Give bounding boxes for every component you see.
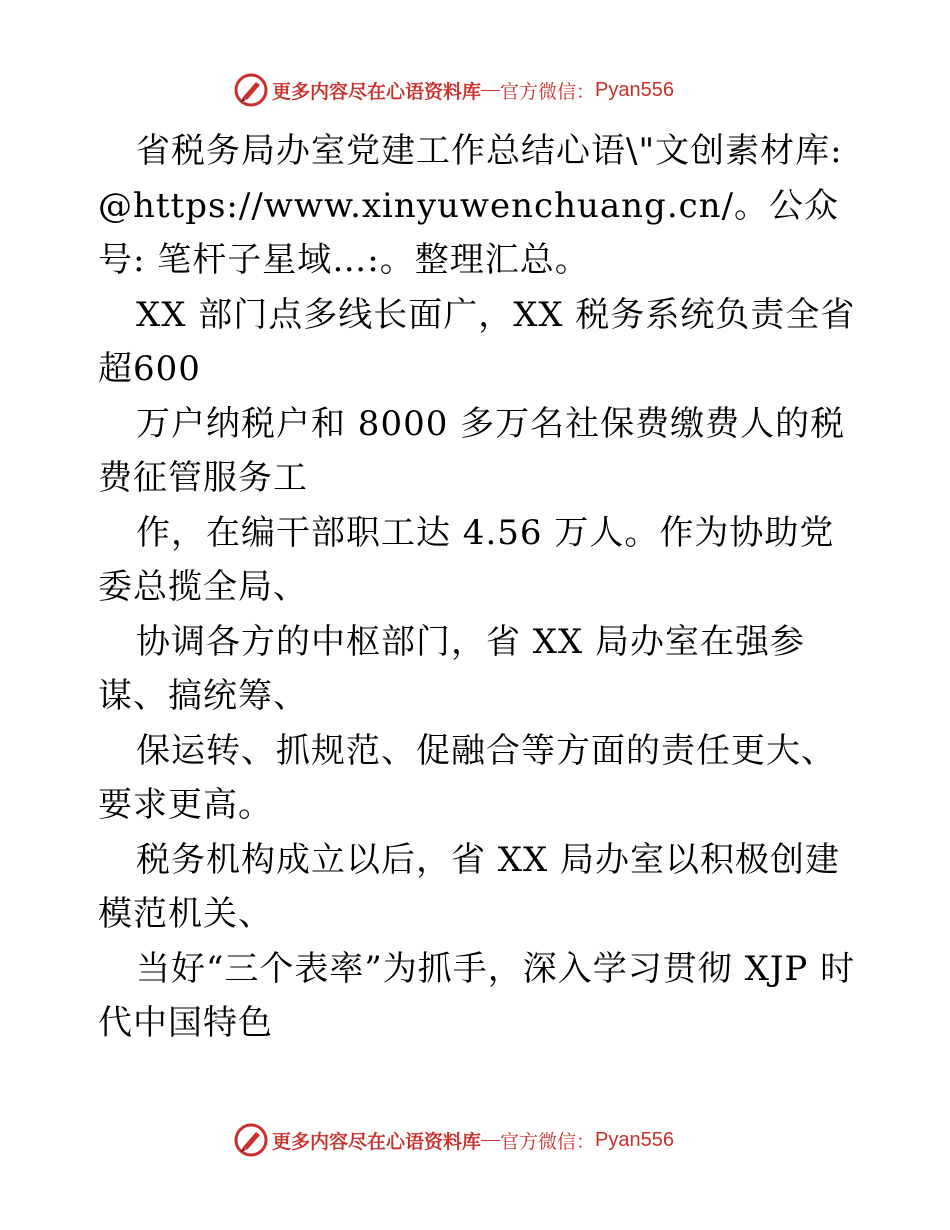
pen-logo-icon [234,1123,268,1157]
paragraph: 万户纳税户和 8000 多万名社保费缴费人的税费征管服务工 [98,403,846,498]
document-body [98,124,858,1051]
footer-banner [234,1122,674,1158]
banner-dash: — [481,1129,501,1150]
paragraph: 作，在编干部职工达 4.56 万人。作为协助党委总揽全局、 [98,512,835,607]
banner-wechat-label: 官方微信： [500,80,596,103]
banner-main-text: 更多内容尽在心语资料库 [272,80,482,103]
banner-main-text: 更多内容尽在心语资料库 [272,1130,482,1153]
banner-wechat-label: 官方微信： [500,1130,596,1153]
banner-wechat-id: Pyan556 [595,78,674,101]
banner-dash: — [481,79,501,100]
paragraph: 保运转、抓规范、促融合等方面的责任更大、要求更高。 [98,730,836,825]
paragraph: 省税务局办室党建工作总结心语\"文创素材库:@https://www.xinyuwenchuang.cn/。公众号: 笔杆子星域…:。整理汇总。 [98,131,843,280]
paragraph: 当好“三个表率”为抓手，深入学习贯彻 XJP 时代中国特色 [98,948,856,1043]
pen-logo-icon [234,73,268,107]
header-banner [234,72,674,108]
paragraph: 协调各方的中枢部门，省 XX 局办室在强参谋、搞统筹、 [98,621,806,716]
paragraph: XX 部门点多线长面广，XX 税务系统负责全省超600 [98,294,856,389]
paragraph: 税务机构成立以后，省 XX 局办室以积极创建模范机关、 [98,839,841,934]
banner-wechat-id: Pyan556 [595,1128,674,1151]
